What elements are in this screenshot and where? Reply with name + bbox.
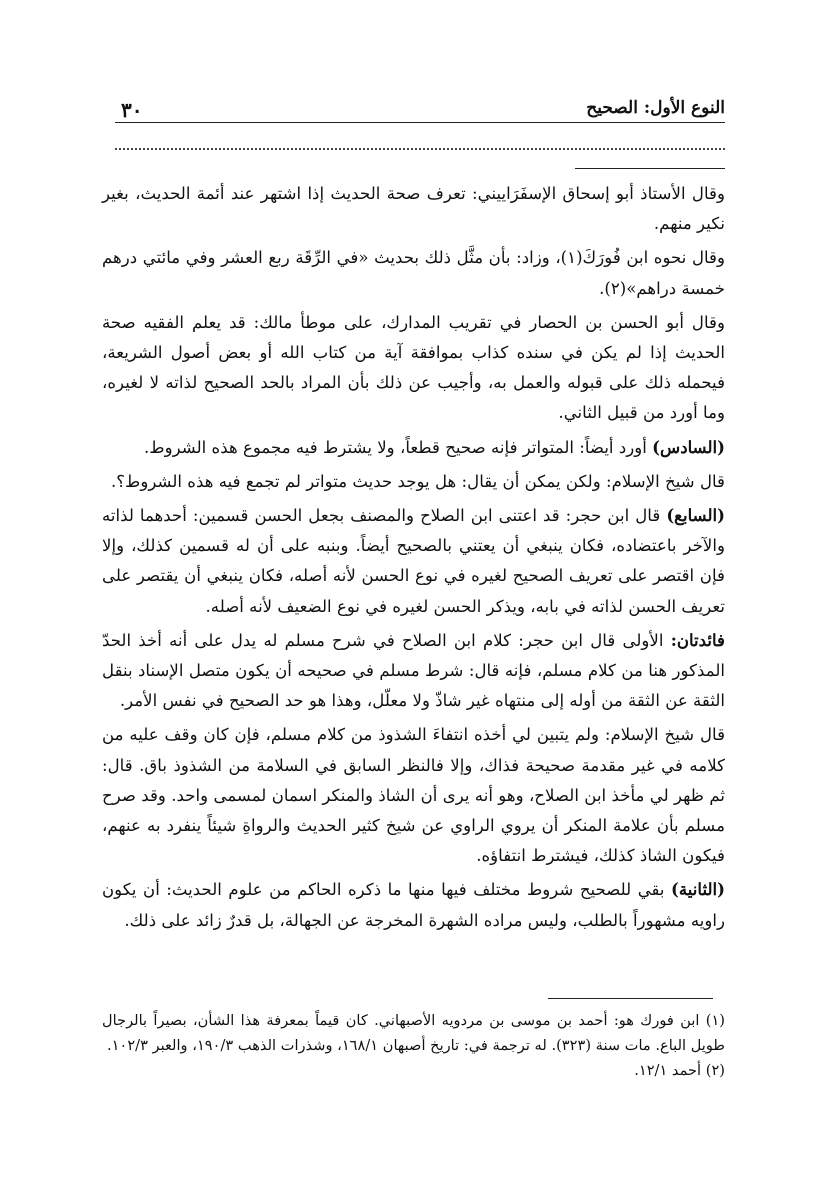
paragraph: (السادس) أورد أيضاً: المتواتر فإنه صحيح قطعاً، ولا يشترط فيه مجموع هذه الشروط. xyxy=(144,436,725,457)
header-rule xyxy=(115,122,725,123)
paragraph: وقال نحوه ابن فُورَكَ(١)، وزاد: بأن مثَّل ذلك بحديث «في الرِّقَة ربع العشر وفي مائتي درهم خمسة دراهم»(٢). xyxy=(102,248,726,298)
footnote: (٢) أحمد ١٢/١. xyxy=(634,1062,725,1079)
page-header xyxy=(115,92,725,122)
paragraph: فائدتان: الأولى قال ابن حجر: كلام ابن الصلاح في شرح مسلم له يدل على أنه أخذ الحدّ المذكور هنا من كلام مسلم، فإنه قال: شرط مسلم في صحيحه أن يكون متصل الإسناد بنقل الثقة عن الثقة من أوله إلى منتهاه غير شاذّ ولا معلّل، وهذا هو حد الصحيح في نفس الأمر. xyxy=(102,629,725,711)
dotted-separator xyxy=(115,148,725,150)
paragraph: (الثانية) بقي للصحيح شروط مختلف فيها منها ما ذكره الحاكم من علوم الحديث: أن يكون راويه مشهوراً بالطلب، وليس مراده الشهرة المخرجة عن الجهالة، بل قدرٌ زائد على ذلك. xyxy=(102,879,725,930)
section-rule xyxy=(575,168,725,169)
paragraph: وقال أبو الحسن بن الحصار في تقريب المدارك، على موطأ مالك: قد يعلم الفقيه صحة الحديث إذا لم يكن في سنده كذاب بموافقة آية من كتاب الله أو بعض أصول الشريعة، فيحمله ذلك على قبوله والعمل به، وأجيب عن ذلك بأن المراد بالحد الصحيح لذاته لا لغيره، وما أورد من قبيل الثاني. xyxy=(102,312,725,423)
paragraph: قال شيخ الإسلام: ولم يتبين لي أخذه انتفاءَ الشذوذ من كلام مسلم، فإن كان وقف عليه من كلامه في غير مقدمة صحيحة فذاك، وإلا فالنظر السابق في السلامة من الشذوذ باق. قال: ثم ظهر لي مأخذ ابن الصلاح، وهو أنه يرى أن الشاذ والمنكر اسمان لمسمى واحد. وقد صرح مسلم بأن علامة المنكر أن يروي الراوي عن شيخ كثير الحديث والرواةِ شيئاً ينفرد به عنهم، فيكون الشاذ كذلك، فيشترط انتفاؤه. xyxy=(102,725,725,866)
footnotes xyxy=(102,1008,725,1083)
paragraph-lead: (الثانية) xyxy=(671,879,725,900)
paragraph-lead: (السادس) xyxy=(652,436,725,457)
paragraph: (السابع) قال ابن حجر: قد اعتنى ابن الصلاح والمصنف بجعل الحسن قسمين: أحدهما لذاته والآخر باعتضاده، فكان ينبغي أن يعتني بالصحيح أيضاً. وبنبه على أن له قسمين كذلك، وإلا فإن اقتصر على تعريف الصحيح لغيره في نوع الحسن لأنه أصله، فكان ينبغي أن يقتصر على تعريف الحسن لذاته في بابه، ويذكر الحسن لغيره في نوع الضعيف لأنه أصله. xyxy=(102,505,725,616)
footnote: (١) ابن فورك هو: أحمد بن موسى بن مردويه الأصبهاني. كان قيماً بمعرفة هذا الشأن، بصيراً بالرجال طويل الباع. مات سنة (٣٢٣). له ترجمة في: تاريخ أصبهان ١٦٨/١، وشذرات الذهب ١٩٠/٣، والعبر ١٠٢/٣. xyxy=(102,1012,725,1054)
body-text xyxy=(102,178,725,939)
paragraph-lead: (السابع) xyxy=(666,505,725,526)
paragraph: وقال الأستاذ أبو إسحاق الإسفَرَاييني: تعرف صحة الحديث إذا اشتهر عند أئمة الحديث، بغير نكير منهم. xyxy=(102,184,725,234)
page-number: ٣٠ xyxy=(121,98,143,122)
running-title: النوع الأول: الصحيح xyxy=(586,98,725,118)
paragraph: قال شيخ الإسلام: ولكن يمكن أن يقال: هل يوجد حديث متواتر لم تجمع فيه هذه الشروط؟. xyxy=(110,471,725,491)
paragraph-lead: فائدتان: xyxy=(670,629,725,650)
footnote-rule xyxy=(548,998,713,999)
